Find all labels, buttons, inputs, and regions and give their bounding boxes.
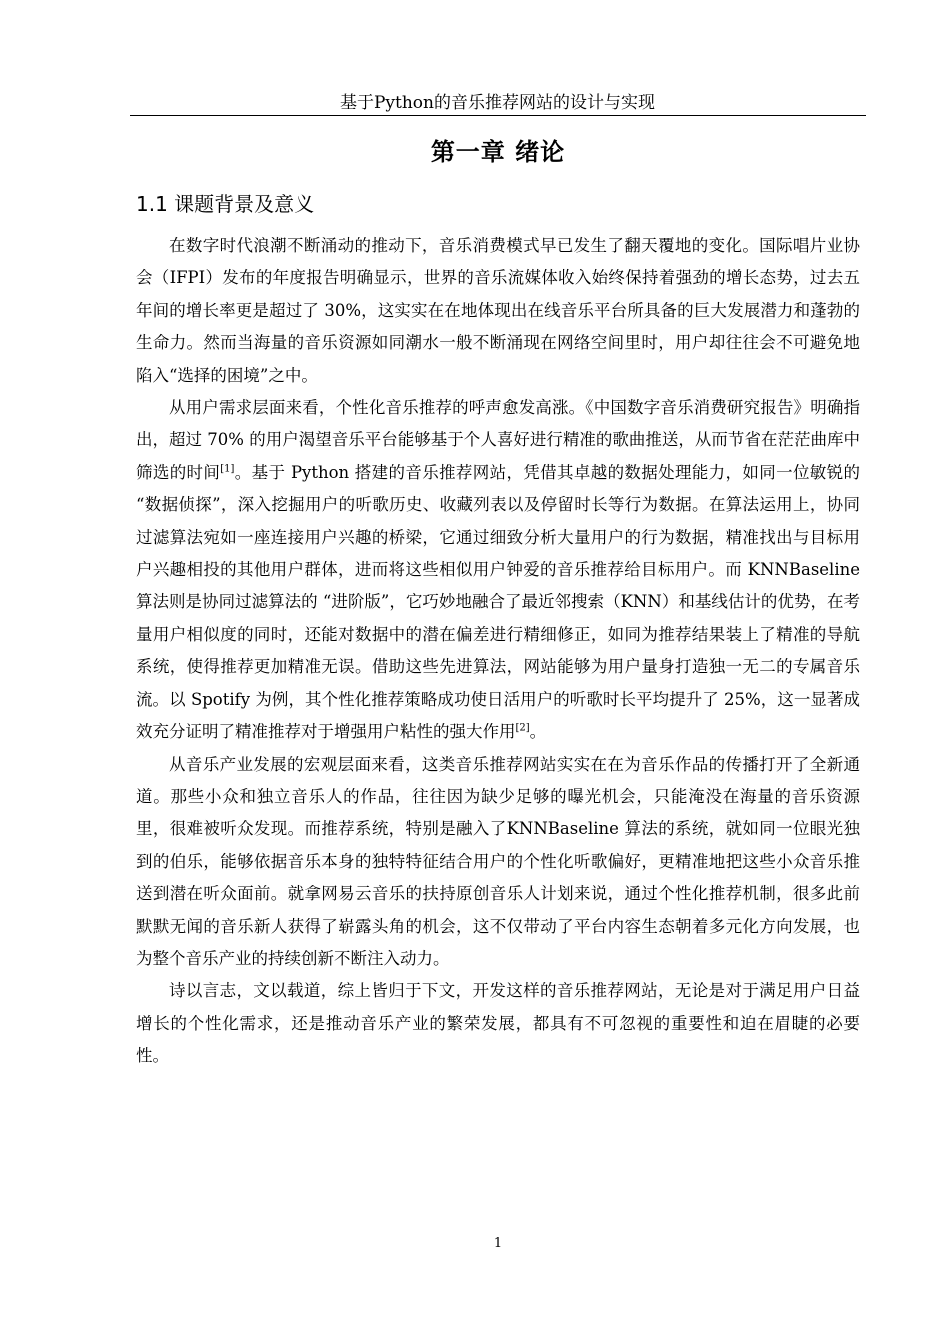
- paragraph-3: 从音乐产业发展的宏观层面来看，这类音乐推荐网站实实在在为音乐作品的传播打开了全新通道。那些小众和独立音乐人的作品，往往因为缺少足够的曝光机会，只能淹没在海量的音乐资源里，很难被听众发现。而推荐系统，特别是融入了KNNBaseline 算法的系统，就如同一位眼光独到的伯乐，能够依据音乐本身的独特特征结合用户的个性化听歌偏好，更精准地把这些小众音乐推送到潜在听众面前。就拿网易云音乐的扶持原创音乐人计划来说，通过个性化推荐机制，很多此前默默无闻的音乐新人获得了崭露头角的机会，这不仅带动了平台内容生态朝着多元化方向发展，也为整个音乐产业的持续创新不断注入动力。: [136, 754, 860, 968]
- body-text: [136, 230, 860, 1073]
- header-rule: [130, 115, 866, 116]
- section-heading: 1.1 课题背景及意义: [136, 192, 315, 216]
- paragraph-2-part-2: 。基于 Python 搭建的音乐推荐网站，凭借其卓越的数据处理能力，如同一位敏锐的 “数据侦探”，深入挖掘用户的听歌历史、收藏列表以及停留时长等行为数据。在算法运用上，协同过滤算法宛如一座连接用户兴趣的桥梁，它通过细致分析大量用户的行为数据，精准找出与目标用户兴趣相投的其他用户群体，进而将这些相似用户钟爱的音乐推荐给目标用户。而 KNNBaseline 算法则是协同过滤算法的 “进阶版”，它巧妙地融合了最近邻搜索（KNN）和基线估计的优势，在考量用户相似度的同时，还能对数据中的潜在偏差进行精细修正，如同为推荐结果装上了精准的导航系统，使得推荐更加精准无误。借助这些先进算法，网站能够为用户量身打造独一无二的专属音乐流。以 Spotify 为例，其个性化推荐策略成功使日活用户的听歌时长平均提升了 25%，这一显著成效充分证明了精准推荐对于增强用户粘性的强大作用: [136, 462, 861, 742]
- paragraph-2-part-3: 。: [529, 722, 547, 742]
- page-number: 1: [493, 1236, 503, 1251]
- chapter-title: 第一章 绪论: [430, 138, 566, 166]
- citation-2: [2]: [515, 722, 530, 734]
- paragraph-2-part-1: 从用户需求层面来看，个性化音乐推荐的呼声愈发高涨。《中国数字音乐消费研究报告》明确指出，超过 70% 的用户渴望音乐平台能够基于个人喜好进行精准的歌曲推送，从而节省在茫茫曲库中筛选的时间: [136, 398, 860, 482]
- paragraph-1: 在数字时代浪潮不断涌动的推动下，音乐消费模式早已发生了翻天覆地的变化。国际唱片业协会（IFPI）发布的年度报告明确显示，世界的音乐流媒体收入始终保持着强劲的增长态势，过去五年间的增长率更是超过了 30%，这实实在在地体现出在线音乐平台所具备的巨大发展潜力和蓬勃的生命力。然而当海量的音乐资源如同潮水一般不断涌现在网络空间里时，用户却往往会不可避免地陷入“选择的困境”之中。: [136, 236, 860, 385]
- paragraph-4: 诗以言志，文以载道，综上皆归于下文，开发这样的音乐推荐网站，无论是对于满足用户日益增长的个性化需求，还是推动音乐产业的繁荣发展，都具有不可忽视的重要性和迫在眉睫的必要性。: [136, 981, 860, 1066]
- paragraph-2: [136, 392, 860, 748]
- running-header: 基于Python的音乐推荐网站的设计与实现: [339, 93, 655, 113]
- citation-1: [1]: [220, 463, 235, 475]
